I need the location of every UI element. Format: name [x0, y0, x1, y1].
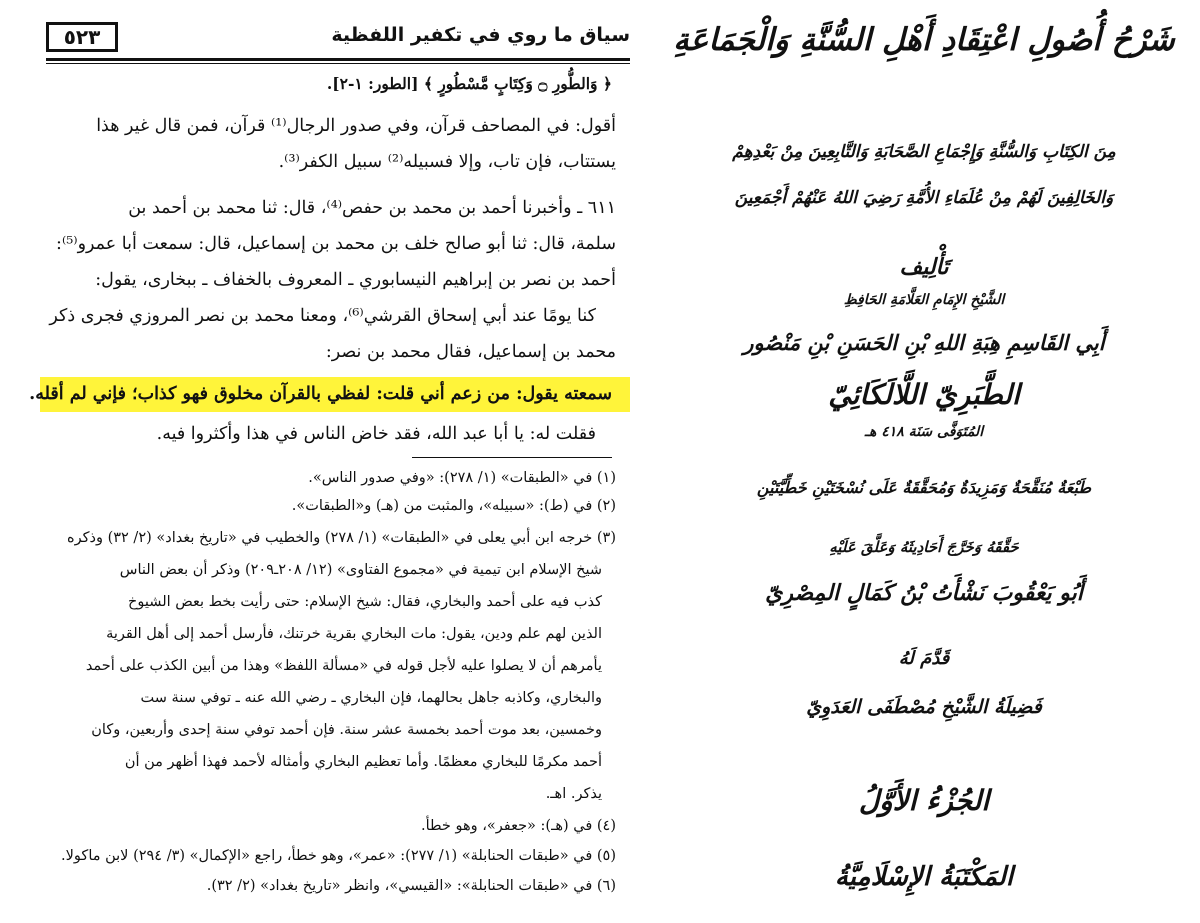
authorship-label: تَأْلِيف: [899, 254, 949, 280]
intro-label: قَدَّمَ لَهُ: [898, 648, 950, 669]
quran-verse: ﴿ وَالطُّورِ ۝ وَكِتَابٍ مَّسْطُورٍ ﴾ [الطور: ١-٢].: [326, 74, 612, 93]
highlighted-quote: سمعته يقول: من زعم أني قلت: لفظي بالقرآن مخلوق فهو كذاب؛ فإني لم أقله.: [29, 384, 612, 404]
author-name: أَبِي القَاسِمِ هِبَةِ اللهِ بْنِ الحَسَنِ بْنِ مَنْصُور: [743, 330, 1105, 355]
footnote: كذب فيه على أحمد والبخاري، فقال: شيخ الإسلام: حتى رأيت بخط بعض الشيوخ: [128, 594, 602, 610]
body-line: يستتاب، فإن تاب، وإلا فسبيله⁽²⁾ سبيل الكفر⁽³⁾.: [278, 152, 616, 172]
book-subtitle: مِنَ الكِتَابِ وَالسُّنَّةِ وَإِجْمَاعِ الصَّحَابَةِ وَالتَّابِعِينَ مِنْ بَعْدِهِمْ: [732, 142, 1116, 162]
intro-name: فَضِيلَةُ الشَّيْخِ مُصْطَفَى العَدَوِيّ: [806, 696, 1042, 718]
edition-note: طَبْعَةٌ مُنَقَّحَةٌ وَمَزِيدَةٌ وَمُحَقَّقَةٌ عَلَى نُسْخَتَيْنِ خَطِّيَّتَيْنِ: [756, 478, 1092, 497]
footnote: (٢) في (ط): «سبيله»، والمثبت من (هـ) و«الطبقات».: [291, 498, 616, 514]
footnote: والبخاري، وكاذبه جاهل بحالهما، فإن البخاري ـ رضي الله عنه ـ توفي سنة ست: [140, 690, 602, 706]
book-subtitle: وَالخَالِفِينَ لَهُمْ مِنْ عُلَمَاءِ الأُمَّةِ رَضِيَ اللهُ عَنْهُمْ أَجْمَعِينَ: [734, 188, 1114, 208]
footnote: (٥) في «طبقات الحنابلة» (١/ ٢٧٧): «عمر»، وهو خطأ، راجع «الإكمال» (٣/ ٢٩٤) لابن ماكولا.: [61, 848, 616, 864]
author-honorific: الشَّيْخِ الإِمَامِ العَلَّامَةِ الحَافِظِ: [843, 292, 1005, 308]
footnote: (٦) في «طبقات الحنابلة»: «القيسي»، وانظر «تاريخ بغداد» (٢/ ٣٢).: [206, 878, 616, 894]
footnote: وخمسين، بعد موت أحمد بخمسة عشر سنة. فإن أحمد توفي سنة إحدى وأربعين، وكان: [91, 722, 602, 738]
footnote: الذين لهم علم ودين، يقول: مات البخاري بقرية خرتنك، فأرسل أحمد إلى أهل القرية: [106, 626, 602, 642]
footnote: (٤) في (هـ): «جعفر»، وهو خطأ.: [420, 818, 616, 834]
death-year: المُتَوَفَّى سَنَة ٤١٨ هـ: [864, 424, 984, 440]
body-line: أحمد بن نصر بن إبراهيم النيسابوري ـ المعروف بالخفاف ـ ببخارى، يقول:: [95, 270, 616, 290]
footnote: يأمرهم أن لا يصلوا عليه لأجل قوله في «مسألة اللفظ» وهذا من أبين الكذب على أحمد: [85, 658, 602, 674]
footnote: يذكر. اهـ.: [545, 786, 602, 802]
footnote: (٣) خرجه ابن أبي يعلى في «الطبقات» (١/ ٢٧٨) والخطيب في «تاريخ بغداد» (٢/ ٣٢) وذكره: [67, 530, 616, 546]
body-line: فقلت له: يا أبا عبد الله، فقد خاض الناس في هذا وأكثروا فيه.: [156, 424, 596, 444]
editor-label: حَقَّقَهُ وَخَرَّجَ أَحَادِيثَهُ وَعَلَّقَ عَلَيْهِ: [829, 538, 1019, 556]
footnote-divider: [412, 457, 612, 458]
publisher: المَكْتَبَةُ الإِسْلَامِيَّةُ: [834, 862, 1014, 892]
header-title: سياق ما روي في تكفير اللفظية: [331, 24, 630, 46]
body-line: أقول: في المصاحف قرآن، وفي صدور الرجال⁽¹⁾ قرآن، فمن قال غير هذا: [96, 116, 616, 136]
author-nisba: الطَّبَرِيّ اللَّالَكَائِيّ: [828, 378, 1020, 411]
main-text: [28, 0, 618, 923]
volume-label: الجُزْءُ الأَوَّلُ: [858, 784, 990, 817]
book-title: شَرْحُ أُصُولِ اعْتِقَادِ أَهْلِ السُّنَّةِ وَالْجَمَاعَةِ: [673, 22, 1175, 58]
body-line: ٦١١ ـ وأخبرنا أحمد بن محمد بن حفص⁽⁴⁾، قال: ثنا محمد بن أحمد بن: [128, 198, 616, 218]
footnote: شيخ الإسلام ابن تيمية في «مجموع الفتاوى» (١٢/ ٢٠٨ـ٢٠٩) وذكر أن بعض الناس: [119, 562, 602, 578]
footnote: (١) في «الطبقات» (١/ ٢٧٨): «وفي صدور الناس».: [308, 470, 616, 486]
body-line: سلمة، قال: ثنا أبو صالح خلف بن محمد بن إسماعيل، قال: سمعت أبا عمرو⁽⁵⁾:: [56, 234, 616, 254]
editor-name: أَبُو يَعْقُوبَ نَشْأَتُ بْنُ كَمَالٍ المِصْرِيّ: [765, 580, 1083, 606]
body-line: كنا يومًا عند أبي إسحاق القرشي⁽⁶⁾، ومعنا محمد بن نصر المروزي فجرى ذكر: [49, 306, 596, 326]
cover-page: [648, 0, 1200, 923]
page-number: ٥٢٣: [46, 22, 118, 52]
footnote: أحمد مكرمًا للبخاري معظمًا. وأما تعظيم البخاري وأمثاله لأحمد فهذا أظهر من أن: [124, 754, 602, 770]
body-line: محمد بن إسماعيل، فقال محمد بن نصر:: [325, 342, 616, 362]
